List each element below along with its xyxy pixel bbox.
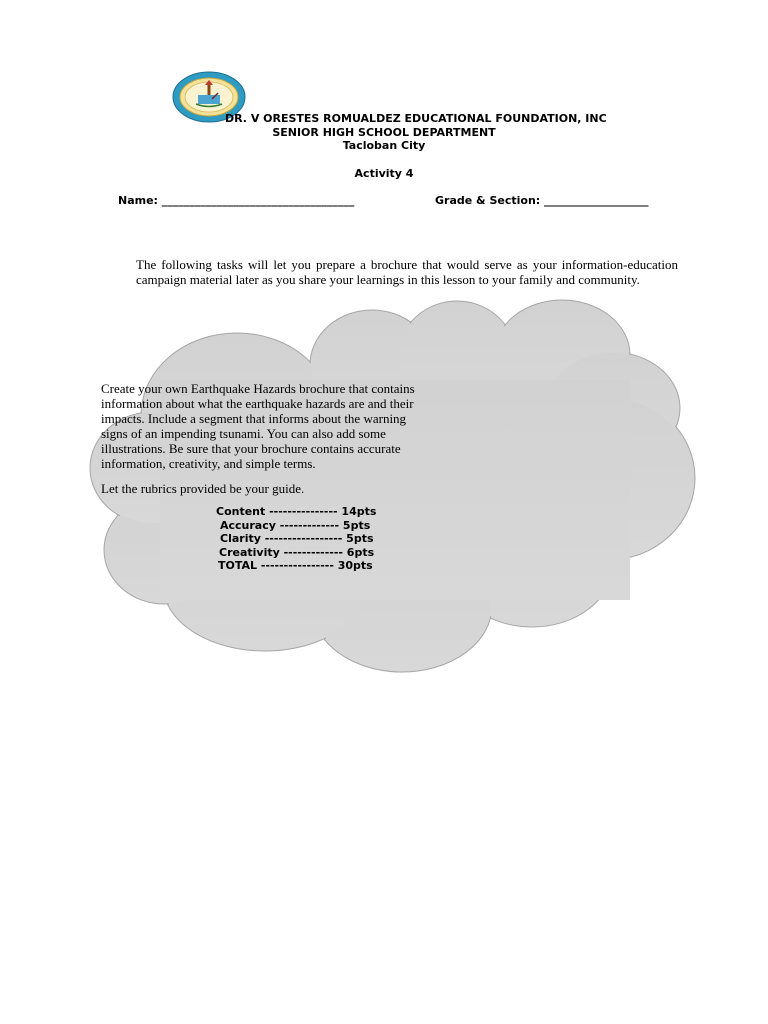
task-line: signs of an impending tsunami. You can also add some	[101, 426, 386, 441]
task-line: impacts. Include a segment that informs about the warning	[101, 411, 407, 426]
task-line: information, creativity, and simple terms.	[101, 456, 316, 471]
task-line: illustrations. Be sure that your brochure contains accurate	[101, 441, 401, 456]
name-field[interactable]: Name: ___________________________________	[118, 194, 355, 207]
task-instructions	[101, 381, 481, 471]
rubric-creativity: Creativity ------------- 6pts	[219, 546, 375, 559]
task-line: Create your own Earthquake Hazards brochure that contains	[101, 381, 415, 396]
grade-section-field[interactable]: Grade & Section: ___________________	[435, 194, 649, 207]
rubric-content: Content --------------- 14pts	[216, 505, 377, 518]
rubric-total: TOTAL ---------------- 30pts	[218, 559, 373, 572]
organization-name: DR. V ORESTES ROMUALDEZ EDUCATIONAL FOUNDATION, INC	[225, 112, 607, 125]
activity-title: Activity 4	[354, 167, 414, 180]
department-name: SENIOR HIGH SCHOOL DEPARTMENT	[272, 126, 496, 139]
intro-paragraph: The following tasks will let you prepare a brochure that would serve as your information-education campaign material later as you share your learnings in this lesson to your family and community.	[136, 257, 678, 287]
rubric-guide-text: Let the rubrics provided be your guide.	[101, 481, 305, 496]
task-line: information about what the earthquake hazards are and their	[101, 396, 414, 411]
city-name: Tacloban City	[342, 139, 426, 152]
rubric-clarity: Clarity ----------------- 5pts	[220, 532, 374, 545]
rubric-accuracy: Accuracy ------------- 5pts	[220, 519, 371, 532]
